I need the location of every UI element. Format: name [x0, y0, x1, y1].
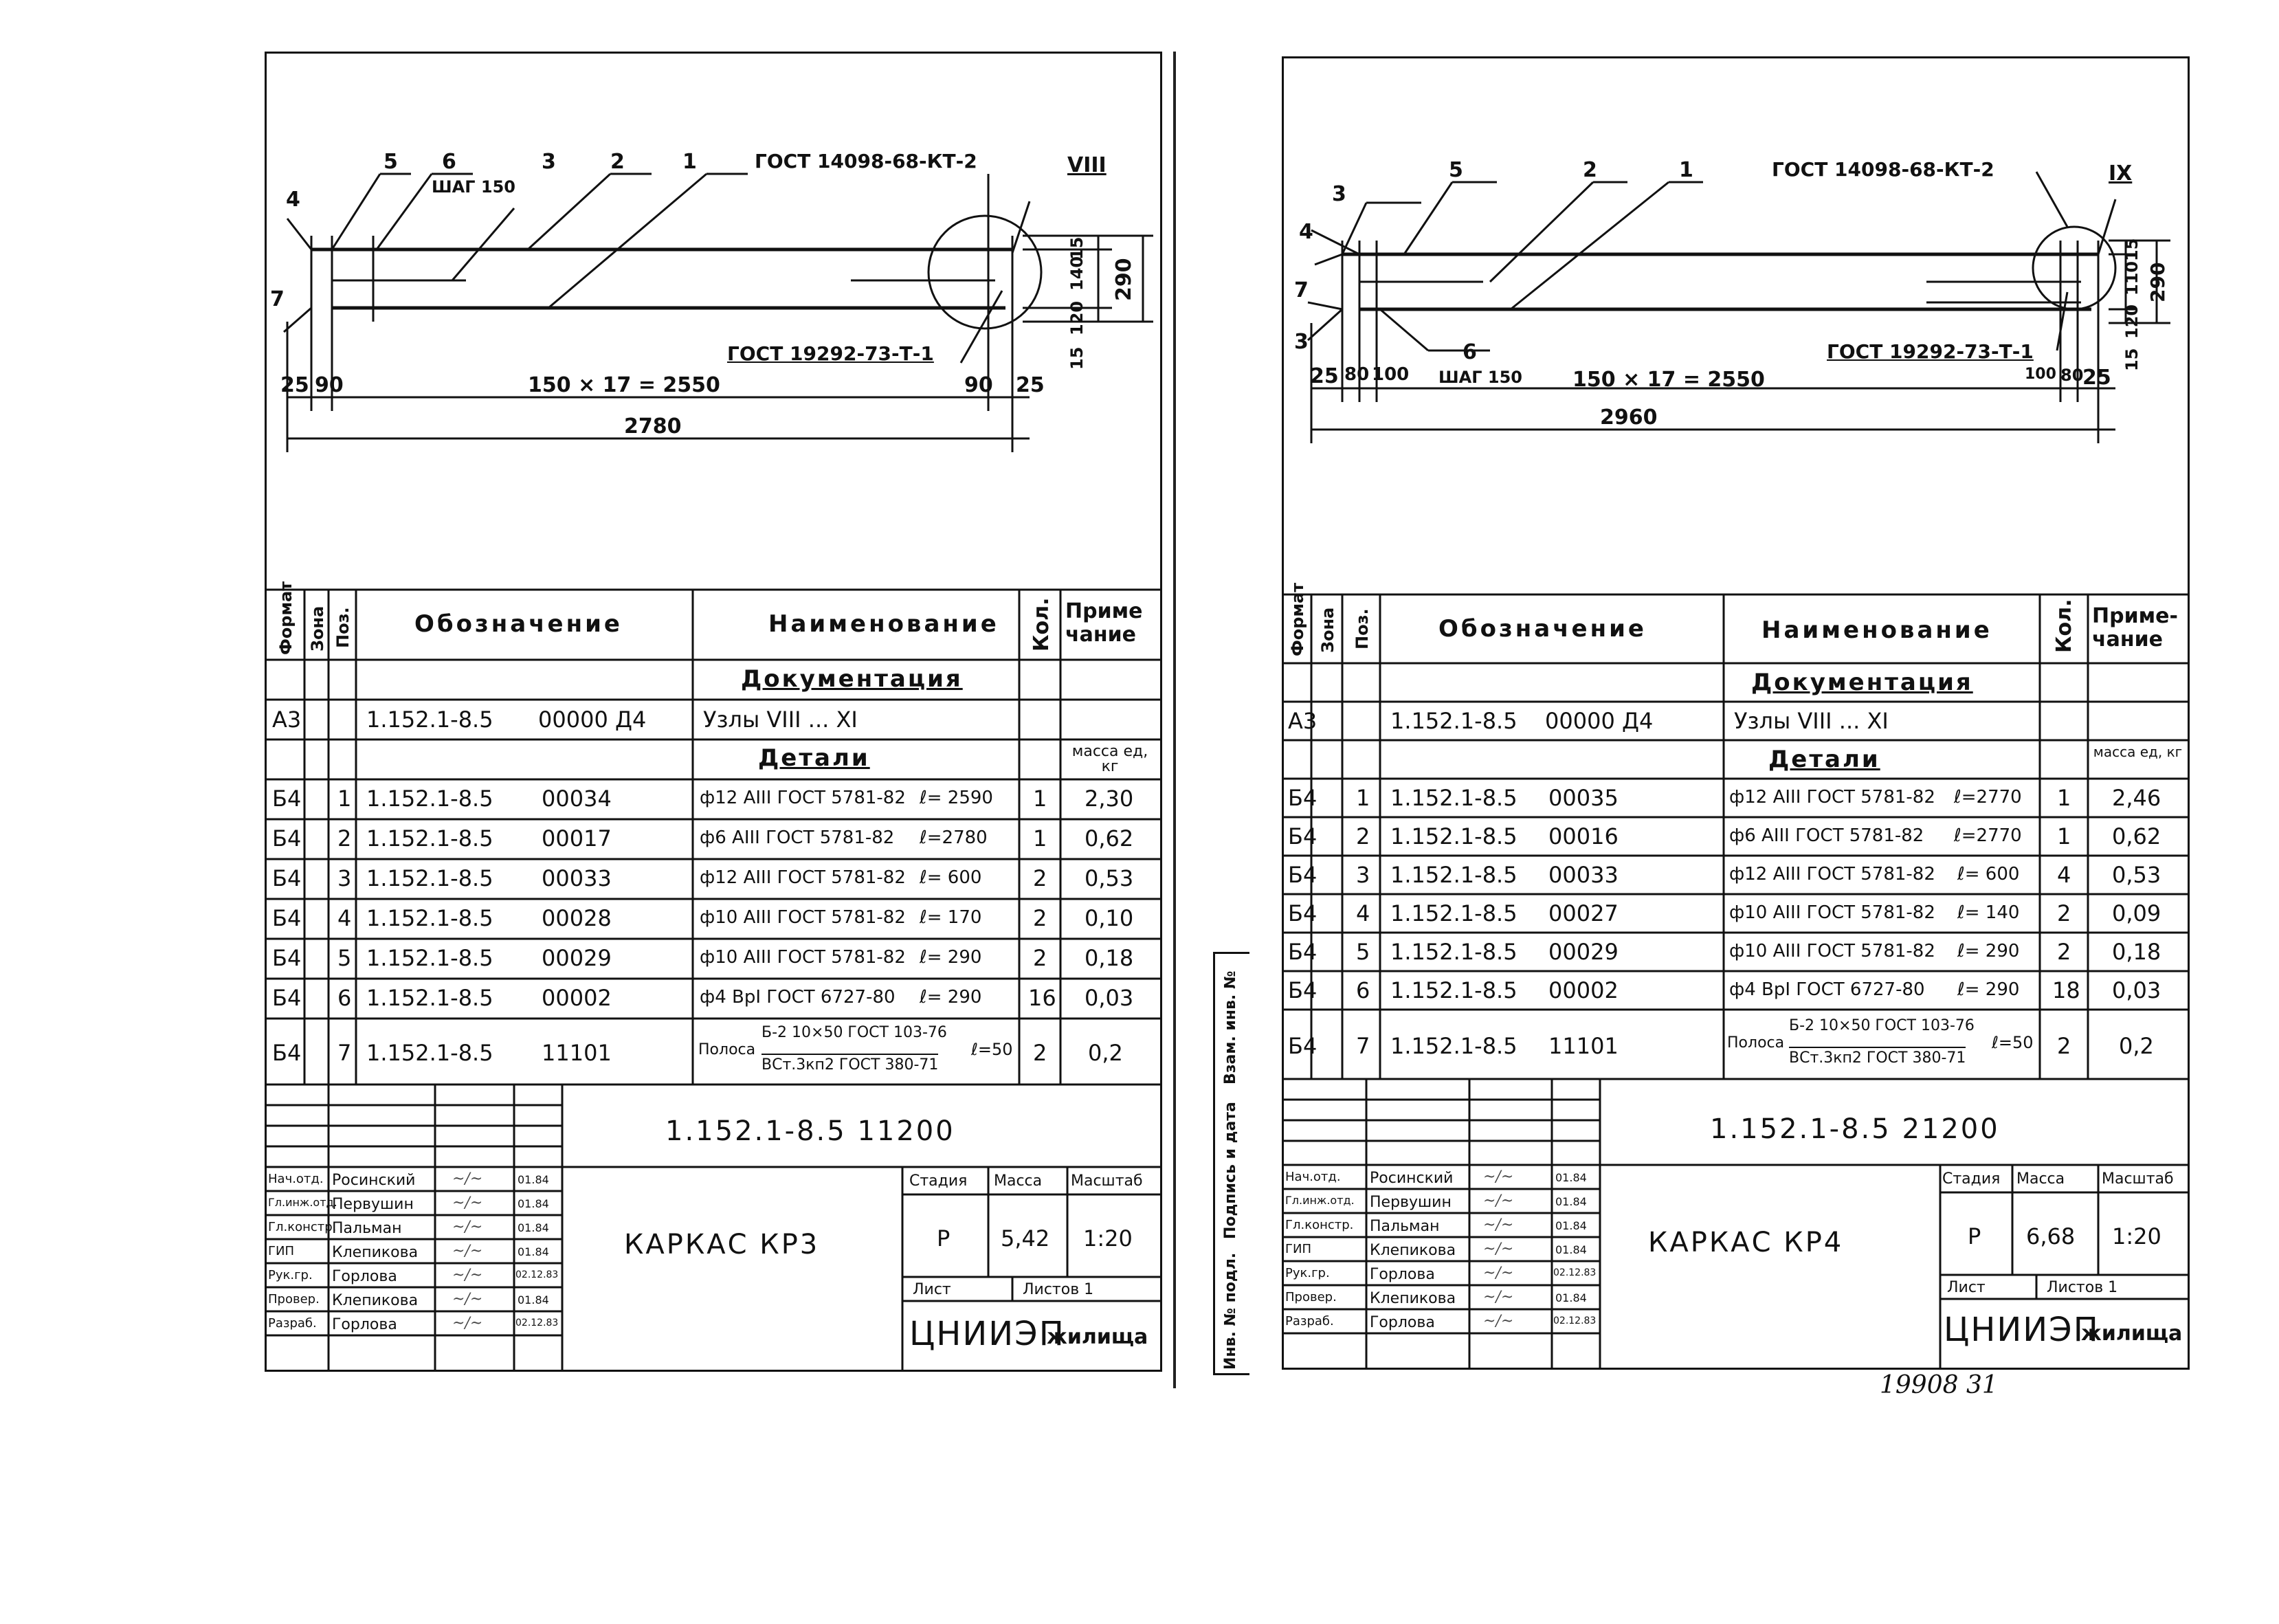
row-designation: 1.152.1-8.5 — [366, 945, 493, 971]
role-label: Гл.инж.отд. — [1285, 1194, 1355, 1207]
dim-80-right: 80 — [2060, 366, 2084, 385]
row-qty: 1 — [2057, 823, 2071, 849]
role-label: Рук.гр. — [1285, 1266, 1330, 1280]
row-qty: 18 — [2052, 977, 2080, 1003]
role-label: Рук.гр. — [268, 1268, 313, 1282]
sign-date: 01.84 — [518, 1245, 549, 1258]
doc-row-designation: 1.152.1-8.5 — [1390, 708, 1518, 734]
sign-date: 01.84 — [1555, 1291, 1587, 1304]
stamp-signature-date: Подпись и дата — [1222, 1102, 1239, 1239]
sign-date: 02.12.83 — [1553, 1315, 1597, 1326]
row-name: ф12 АIII ГОСТ 5781-82 — [700, 788, 906, 808]
sign-date: 01.84 — [518, 1197, 549, 1210]
mass-unit-label: масса ед, кг — [1071, 743, 1148, 775]
mass-value: 6,68 — [2026, 1223, 2076, 1249]
row-format: Б4 — [1288, 900, 1318, 926]
row-length: ℓ= 290 — [920, 947, 982, 968]
col-zone-header: Зона — [1318, 607, 1337, 653]
doc-section-title: Документация — [741, 665, 963, 693]
person-name: Росинский — [1370, 1170, 1454, 1187]
row-designation: 1.152.1-8.5 — [1390, 862, 1518, 888]
col-name-header: Наименование — [1761, 616, 1992, 644]
drawing-title: КАРКАС КР3 — [624, 1229, 820, 1260]
row-qty: 2 — [1033, 905, 1047, 931]
gost-top-note: ГОСТ 14098-68-КТ-2 — [755, 150, 977, 173]
leader-label-3: 3 — [542, 150, 556, 174]
leader-label-5: 5 — [1449, 158, 1463, 182]
row-pos: 7 — [337, 1040, 352, 1066]
gost-top-note: ГОСТ 14098-68-КТ-2 — [1772, 158, 1994, 181]
side-stamp — [1213, 952, 1249, 1375]
row-qty: 16 — [1028, 985, 1056, 1011]
row-name-prefix: Полоса — [698, 1041, 756, 1058]
row-designation: 1.152.1-8.5 — [366, 1040, 493, 1066]
row-mass: 0,03 — [1085, 985, 1134, 1011]
row-name: ф6 АIII ГОСТ 5781-82 — [700, 827, 895, 848]
person-name: Горлова — [332, 1268, 397, 1285]
row-qty: 1 — [1033, 825, 1047, 852]
dim-height-total: 290 — [2146, 262, 2169, 302]
role-label: Разраб. — [1285, 1314, 1334, 1328]
row-pos: 5 — [337, 945, 352, 971]
sign-date: 02.12.83 — [515, 1269, 559, 1280]
row-qty: 2 — [2057, 939, 2071, 965]
col-format-header: Формат — [1288, 582, 1307, 656]
row-pos: 3 — [1356, 862, 1370, 888]
row-format: Б4 — [1288, 785, 1318, 811]
row-mass: 0,10 — [1085, 905, 1134, 931]
col-format-header: Формат — [276, 581, 296, 655]
row-mass: 2,46 — [2112, 785, 2161, 811]
role-label: Нач.отд. — [1285, 1170, 1341, 1184]
dim-right-110: 110 — [2122, 260, 2142, 296]
row-format: Б4 — [1288, 939, 1318, 965]
row-name-bottom: ВСт.3кп2 ГОСТ 380-71 — [761, 1054, 938, 1074]
row-qty: 2 — [1033, 1040, 1047, 1066]
dim-90-left: 90 — [315, 373, 344, 397]
row-length: ℓ=50 — [971, 1040, 1013, 1059]
row-designation: 1.152.1-8.5 — [1390, 823, 1518, 849]
row-length: ℓ= 290 — [1957, 941, 2020, 961]
row-name: ф12 АIII ГОСТ 5781-82 — [700, 867, 906, 888]
row-name: ф10 АIII ГОСТ 5781-82 — [700, 907, 906, 928]
scale-label: Масштаб — [1071, 1172, 1143, 1190]
row-format: Б4 — [272, 905, 302, 931]
sheets-count-label: Листов 1 — [1023, 1281, 1094, 1298]
sign-date: 02.12.83 — [515, 1317, 559, 1328]
dim-right-140: 140 — [1067, 256, 1087, 291]
row-qty: 4 — [2057, 862, 2071, 888]
signature: ~/~ — [452, 1267, 483, 1284]
row-length: ℓ= 2590 — [920, 788, 993, 808]
signature: ~/~ — [452, 1243, 483, 1260]
person-name: Клепикова — [332, 1244, 419, 1261]
row-code: 00033 — [542, 865, 612, 891]
sign-date: 01.84 — [518, 1221, 549, 1234]
col-designation-header: Обозначение — [414, 610, 623, 638]
signature: ~/~ — [1483, 1168, 1514, 1186]
mass-label: Масса — [2016, 1170, 2065, 1188]
row-code: 00033 — [1548, 862, 1619, 888]
row-designation: 1.152.1-8.5 — [1390, 939, 1518, 965]
signature: ~/~ — [452, 1315, 483, 1332]
row-code: 11101 — [1548, 1033, 1619, 1059]
row-qty: 2 — [1033, 865, 1047, 891]
col-pos-header: Поз. — [1353, 608, 1372, 649]
doc-section-title: Документация — [1751, 669, 1973, 696]
role-label: Гл.констр. — [1285, 1218, 1354, 1232]
row-designation: 1.152.1-8.5 — [366, 865, 493, 891]
doc-row-format: А3 — [1288, 708, 1318, 734]
node-label: VIII — [1067, 153, 1107, 177]
row-mass: 0,09 — [2112, 900, 2161, 926]
stage-label: Стадия — [1942, 1170, 2001, 1188]
person-name: Росинский — [332, 1172, 416, 1189]
col-pos-header: Поз. — [333, 607, 353, 648]
organization-suffix: жилища — [1047, 1325, 1148, 1349]
doc-row-designation: 1.152.1-8.5 — [366, 707, 493, 733]
row-format: Б4 — [272, 1040, 302, 1066]
person-name: Горлова — [332, 1316, 397, 1333]
step-note: ШАГ 150 — [1438, 368, 1522, 387]
stage-value: Р — [937, 1225, 950, 1252]
node-label: IX — [2109, 162, 2133, 186]
signature: ~/~ — [452, 1170, 483, 1188]
row-code: 00002 — [1548, 977, 1619, 1003]
leader-label-1: 1 — [682, 150, 697, 174]
signature: ~/~ — [452, 1291, 483, 1308]
row-format: Б4 — [1288, 823, 1318, 849]
row-length: ℓ=2780 — [920, 827, 988, 848]
leader-label-7: 7 — [1294, 278, 1309, 302]
leader-label-5: 5 — [383, 150, 398, 174]
role-label: ГИП — [268, 1244, 294, 1258]
row-mass: 0,53 — [1085, 865, 1134, 891]
row-designation: 1.152.1-8.5 — [1390, 785, 1518, 811]
row-designation: 1.152.1-8.5 — [366, 905, 493, 931]
row-mass: 0,18 — [1085, 945, 1134, 971]
sheet-label: Лист — [913, 1281, 951, 1298]
dim-100-right: 100 — [2025, 366, 2056, 383]
row-mass: 0,03 — [2112, 977, 2161, 1003]
row-name: ф4 ВрI ГОСТ 6727-80 — [700, 987, 896, 1008]
col-zone-header: Зона — [308, 605, 327, 652]
row-code: 00016 — [1548, 823, 1619, 849]
row-mass: 0,62 — [1085, 825, 1134, 852]
dim-25-left: 25 — [1310, 364, 1339, 388]
leader-label-2: 2 — [610, 150, 625, 174]
leader-label-4: 4 — [286, 188, 300, 212]
sign-date: 02.12.83 — [1553, 1267, 1597, 1278]
row-designation: 1.152.1-8.5 — [366, 786, 493, 812]
col-note-header: Приме чание — [1065, 599, 1143, 647]
leader-label-7: 7 — [270, 287, 285, 311]
dim-total-length: 2780 — [624, 414, 682, 438]
dim-right-120: 120 — [1067, 300, 1087, 335]
row-length: ℓ= 290 — [1957, 979, 2020, 1000]
row-pos: 5 — [1356, 939, 1370, 965]
sign-date: 01.84 — [1555, 1219, 1587, 1232]
stamp-original-inventory: Инв. № подл. — [1222, 1252, 1239, 1370]
signature: ~/~ — [1483, 1216, 1514, 1234]
row-designation: 1.152.1-8.5 — [1390, 1033, 1518, 1059]
dim-right-15-bottom: 15 — [2122, 348, 2142, 371]
signature: ~/~ — [452, 1219, 483, 1236]
person-name: Клепикова — [1370, 1242, 1456, 1259]
row-length: ℓ= 140 — [1957, 902, 2020, 923]
row-format: Б4 — [1288, 977, 1318, 1003]
document-code: 1.152.1-8.5 21200 — [1710, 1113, 2000, 1145]
sign-date: 01.84 — [518, 1293, 549, 1306]
row-format: Б4 — [272, 825, 302, 852]
row-designation: 1.152.1-8.5 — [1390, 977, 1518, 1003]
details-section-title: Детали — [1768, 746, 1880, 773]
row-name-top: Б-2 10×50 ГОСТ 103-76 — [1789, 1017, 1975, 1034]
row-qty: 2 — [1033, 945, 1047, 971]
role-label: Нач.отд. — [268, 1172, 324, 1186]
organization-name: ЦНИИЭП — [909, 1315, 1065, 1353]
row-name: ф10 АIII ГОСТ 5781-82 — [700, 947, 906, 968]
person-name: Первушин — [332, 1196, 414, 1213]
row-code: 00034 — [542, 786, 612, 812]
scale-value: 1:20 — [1083, 1225, 1133, 1252]
dim-right-120: 120 — [2122, 304, 2142, 339]
stamp-replaced-inventory: Взам. инв. № — [1222, 970, 1239, 1084]
row-length: ℓ= 170 — [920, 907, 982, 928]
row-designation: 1.152.1-8.5 — [366, 985, 493, 1011]
row-code: 00029 — [542, 945, 612, 971]
row-mass: 0,18 — [2112, 939, 2161, 965]
row-name: ф12 АIII ГОСТ 5781-82 — [1729, 864, 1935, 885]
sheet-label: Лист — [1947, 1279, 1986, 1296]
person-name: Горлова — [1370, 1266, 1435, 1283]
mass-label: Масса — [994, 1172, 1043, 1190]
mass-value: 5,42 — [1001, 1225, 1050, 1252]
row-code: 00002 — [542, 985, 612, 1011]
row-code: 00035 — [1548, 785, 1619, 811]
row-format: Б4 — [272, 865, 302, 891]
row-mass: 0,53 — [2112, 862, 2161, 888]
dim-right-15-top: 15 — [1067, 236, 1087, 260]
leader-label-6: 6 — [1463, 340, 1477, 364]
scale-label: Масштаб — [2102, 1170, 2174, 1188]
scale-value: 1:20 — [2112, 1223, 2161, 1249]
row-format: Б4 — [272, 945, 302, 971]
document-code: 1.152.1-8.5 11200 — [665, 1115, 955, 1147]
role-label: Гл.констр. — [268, 1220, 337, 1234]
row-format: Б4 — [1288, 1033, 1318, 1059]
row-name-prefix: Полоса — [1727, 1034, 1785, 1052]
row-code: 00027 — [1548, 900, 1619, 926]
role-label: ГИП — [1285, 1242, 1311, 1256]
row-pos: 2 — [1356, 823, 1370, 849]
signature: ~/~ — [1483, 1265, 1514, 1282]
signature: ~/~ — [1483, 1289, 1514, 1306]
dim-height-total: 290 — [1112, 258, 1136, 301]
sign-date: 01.84 — [1555, 1171, 1587, 1184]
sheet-kr3 — [265, 52, 1162, 1372]
row-pos: 6 — [1356, 977, 1370, 1003]
dim-90-right: 90 — [964, 373, 993, 397]
col-note-header: Приме- чание — [2092, 604, 2178, 652]
row-designation: 1.152.1-8.5 — [1390, 900, 1518, 926]
row-name-top: Б-2 10×50 ГОСТ 103-76 — [761, 1024, 947, 1041]
row-code: 00017 — [542, 825, 612, 852]
row-qty: 1 — [1033, 786, 1047, 812]
sign-date: 01.84 — [1555, 1195, 1587, 1208]
leader-label-3-bottom: 3 — [1294, 330, 1309, 354]
row-mass: 0,2 — [2119, 1033, 2154, 1059]
row-name: ф10 АIII ГОСТ 5781-82 — [1729, 941, 1935, 961]
col-qty-header: Кол. — [2052, 599, 2076, 653]
row-mass: 0,2 — [1088, 1040, 1123, 1066]
signature: ~/~ — [1483, 1313, 1514, 1330]
row-name: ф4 ВрI ГОСТ 6727-80 — [1729, 979, 1925, 1000]
row-pos: 1 — [337, 786, 352, 812]
row-format: Б4 — [272, 985, 302, 1011]
role-label: Провер. — [268, 1292, 320, 1306]
leader-label-4: 4 — [1299, 220, 1313, 244]
dim-span: 150 × 17 = 2550 — [1572, 368, 1765, 392]
stage-value: Р — [1968, 1223, 1981, 1249]
dim-right-15-bottom: 15 — [1067, 346, 1087, 370]
row-name-bottom: ВСт.3кп2 ГОСТ 380-71 — [1789, 1047, 1966, 1067]
person-name: Первушин — [1370, 1194, 1452, 1211]
col-qty-header: Кол. — [1030, 597, 1054, 652]
dim-100-left: 100 — [1372, 364, 1410, 385]
row-qty: 1 — [2057, 785, 2071, 811]
row-length: ℓ=50 — [1992, 1033, 2034, 1052]
row-pos: 3 — [337, 865, 352, 891]
signature: ~/~ — [1483, 1192, 1514, 1210]
person-name: Пальман — [332, 1220, 402, 1237]
person-name: Пальман — [1370, 1218, 1440, 1235]
row-length: ℓ=2770 — [1954, 787, 2022, 808]
organization-suffix: жилища — [2081, 1322, 2183, 1346]
leader-label-3-top: 3 — [1332, 182, 1346, 206]
row-code: 00028 — [542, 905, 612, 931]
row-length: ℓ=2770 — [1954, 825, 2022, 846]
col-designation-header: Обозначение — [1438, 615, 1647, 643]
row-pos: 2 — [337, 825, 352, 852]
sheets-count-label: Листов 1 — [2047, 1279, 2118, 1296]
gost-bottom-note: ГОСТ 19292-73-Т-1 — [727, 342, 934, 365]
role-label: Гл.инж.отд. — [268, 1196, 337, 1209]
role-label: Разраб. — [268, 1316, 317, 1331]
doc-row-code: 00000 Д4 — [538, 707, 647, 733]
row-designation: 1.152.1-8.5 — [366, 825, 493, 852]
signature: ~/~ — [1483, 1241, 1514, 1258]
role-label: Провер. — [1285, 1290, 1337, 1304]
row-pos: 7 — [1356, 1033, 1370, 1059]
signature: ~/~ — [452, 1194, 483, 1212]
row-name: ф6 АIII ГОСТ 5781-82 — [1729, 825, 1924, 846]
person-name: Клепикова — [1370, 1290, 1456, 1307]
row-pos: 6 — [337, 985, 352, 1011]
stage-label: Стадия — [909, 1172, 968, 1190]
dim-total-length: 2960 — [1600, 405, 1658, 430]
row-qty: 2 — [2057, 900, 2071, 926]
drawing-title: КАРКАС КР4 — [1648, 1227, 1844, 1258]
row-mass: 2,30 — [1085, 786, 1134, 812]
dim-25-left: 25 — [280, 373, 309, 397]
dim-80-left: 80 — [1344, 364, 1370, 385]
archive-number: 19908 31 — [1880, 1371, 1998, 1399]
dim-right-15-top: 15 — [2122, 238, 2142, 261]
leader-label-2: 2 — [1583, 158, 1597, 182]
organization-name: ЦНИИЭП — [1944, 1311, 2100, 1349]
doc-row-format: А3 — [272, 707, 302, 733]
sheet-separator — [1173, 52, 1176, 1388]
leader-label-1: 1 — [1679, 158, 1693, 182]
dim-25-right: 25 — [2082, 366, 2111, 390]
row-mass: 0,62 — [2112, 823, 2161, 849]
row-pos: 1 — [1356, 785, 1370, 811]
row-name: ф10 АIII ГОСТ 5781-82 — [1729, 902, 1935, 923]
sign-date: 01.84 — [1555, 1243, 1587, 1256]
row-length: ℓ= 600 — [1957, 864, 2020, 885]
person-name: Горлова — [1370, 1314, 1435, 1331]
person-name: Клепикова — [332, 1292, 419, 1309]
row-qty: 2 — [2057, 1033, 2071, 1059]
sheet-kr4 — [1282, 56, 2190, 1370]
row-format: Б4 — [272, 786, 302, 812]
doc-row-code: 00000 Д4 — [1545, 708, 1654, 734]
sign-date: 01.84 — [518, 1173, 549, 1186]
leader-label-6: 6 — [442, 150, 456, 174]
dim-25-right: 25 — [1016, 373, 1045, 397]
row-code: 00029 — [1548, 939, 1619, 965]
row-pos: 4 — [1356, 900, 1370, 926]
mass-unit-label: масса ед, кг — [2093, 744, 2183, 760]
row-length: ℓ= 600 — [920, 867, 982, 888]
details-section-title: Детали — [758, 744, 870, 772]
row-pos: 4 — [337, 905, 352, 931]
step-note: ШАГ 150 — [432, 177, 515, 197]
col-name-header: Наименование — [768, 610, 999, 638]
row-length: ℓ= 290 — [920, 987, 982, 1008]
row-code: 11101 — [542, 1040, 612, 1066]
dim-span: 150 × 17 = 2550 — [528, 373, 720, 397]
row-name: ф12 АIII ГОСТ 5781-82 — [1729, 787, 1935, 808]
row-format: Б4 — [1288, 862, 1318, 888]
doc-row-name: Узлы VIII ... XI — [1734, 708, 1889, 734]
doc-row-name: Узлы VIII ... XI — [703, 707, 858, 733]
gost-bottom-note: ГОСТ 19292-73-Т-1 — [1827, 340, 2034, 363]
